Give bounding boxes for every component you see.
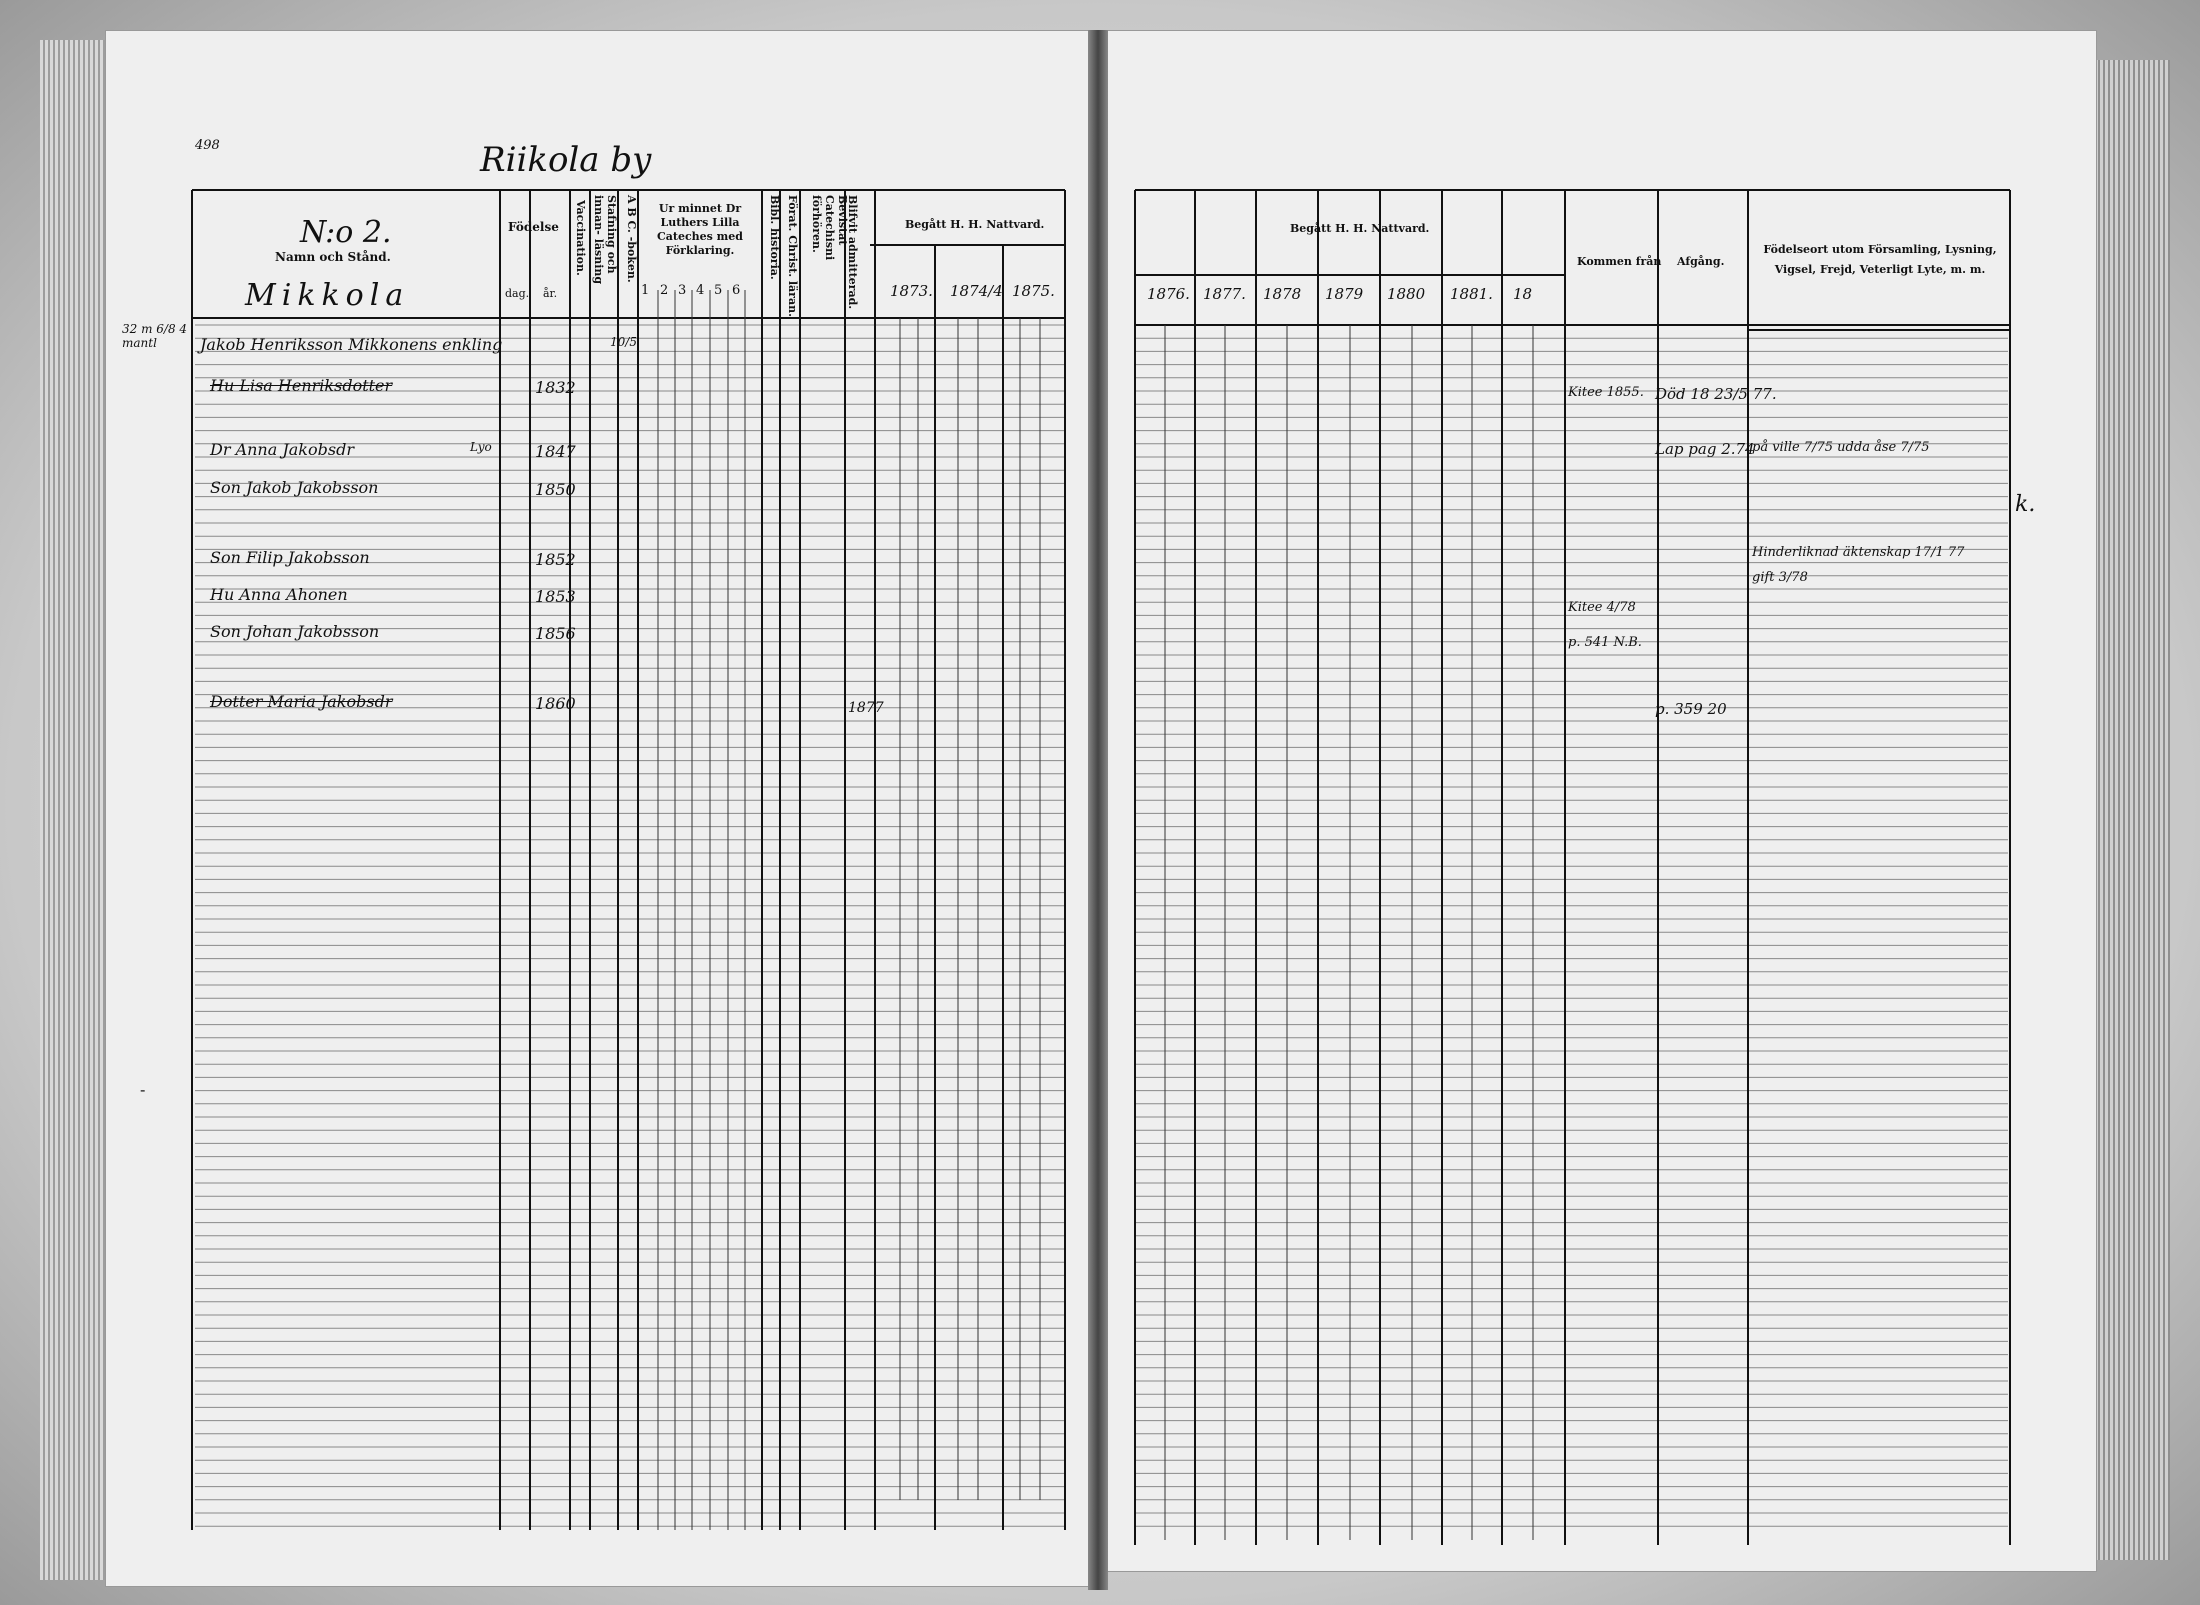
name-header: Namn och Stånd.	[275, 250, 391, 264]
abc-header: A B C. -boken.	[625, 195, 638, 283]
person-name: Dotter Maria Jakobsdr	[210, 692, 393, 711]
kommen-fran-entry: p. 541 N.B.	[1568, 635, 1642, 650]
person-name: Son Johan Jakobsson	[210, 622, 380, 641]
admitted-1877: 1877	[848, 700, 884, 716]
right-year-header: 1876.	[1147, 285, 1190, 303]
catechism-col-5: 5	[714, 283, 723, 298]
farm-name: Mikkola	[245, 278, 410, 313]
person-name: Son Jakob Jakobsson	[210, 478, 379, 497]
ar-header: år.	[543, 287, 558, 300]
remark-entry: Hinderliknad äktenskap 17/1 77	[1752, 545, 1965, 560]
nattvard-header-right: Begått H. H. Nattvard.	[1290, 222, 1430, 235]
kommen-fran-header: Kommen från	[1577, 255, 1662, 268]
person-note: Lyo	[470, 440, 492, 454]
village-title: Riikola by	[480, 140, 652, 180]
person-name: Hu Anna Ahonen	[210, 585, 348, 604]
side-mark: -	[140, 1080, 146, 1099]
catechism-col-6: 6	[732, 283, 741, 298]
vaccination-header: Vaccination.	[574, 200, 587, 276]
kommen-fran-entry: Kitee 1855.	[1568, 385, 1644, 400]
nattvard-header-left: Begått H. H. Nattvard.	[905, 218, 1045, 231]
afgang-header: Afgång.	[1677, 255, 1725, 268]
birth-year: 1847	[535, 442, 576, 461]
fodelseort-header: Födelseort utom Församling, Lysning, Vigsel, Frejd, Veterligt Lyte, m. m.	[1763, 243, 1997, 276]
right-year-header: 1878	[1263, 285, 1302, 303]
catechism-col-1: 1	[641, 283, 650, 298]
afgang-entry: Lap pag 2.74	[1655, 440, 1755, 458]
right-year-header: 1879	[1325, 285, 1364, 303]
catechism-col-2: 2	[660, 283, 669, 298]
catechism-col-4: 4	[696, 283, 705, 298]
person-name: Jakob Henriksson Mikkonens enkling	[200, 335, 503, 354]
person-note: 10/5	[610, 335, 637, 349]
year-1873: 1873.	[890, 282, 933, 300]
right-year-header: 18	[1513, 285, 1533, 303]
margin-note: 32 m 6/8 4 mantl	[122, 322, 188, 350]
year-1875: 1875.	[1012, 282, 1055, 300]
catechism-col-3: 3	[678, 283, 687, 298]
page-number: 498	[195, 138, 220, 153]
number-label: N:o 2.	[300, 215, 392, 250]
right-year-header: 1877.	[1203, 285, 1246, 303]
stavning-header: Stafning och innan- läsning	[592, 195, 618, 285]
person-name: Hu Lisa Henriksdotter	[210, 376, 393, 395]
person-name: Son Filip Jakobsson	[210, 548, 370, 567]
birth-year: 1860	[535, 694, 576, 713]
edge-mark: k.	[2015, 492, 2036, 517]
catechism-header: Ur minnet Dr Luthers Lilla Cateches med Förklaring.	[656, 202, 743, 257]
birth-year: 1850	[535, 480, 576, 499]
right-year-header: 1881.	[1450, 285, 1493, 303]
birth-year: 1852	[535, 550, 576, 569]
blifvit-header: Blifvit admitterad.	[846, 195, 859, 310]
person-name: Dr Anna Jakobsdr	[210, 440, 354, 459]
kommen-fran-entry: Kitee 4/78	[1568, 600, 1636, 615]
dag-header: dag.	[505, 287, 530, 300]
afgang-entry: p. 359 20	[1655, 700, 1727, 718]
bibl-historia-header: Bibl. historia.	[768, 195, 781, 280]
remark-entry: gift 3/78	[1752, 570, 1808, 585]
remark-entry: på ville 7/75 udda åse 7/75	[1752, 440, 1930, 455]
fodelse-header: Födelse	[508, 220, 559, 234]
year-1874: 1874/4	[950, 282, 1003, 300]
bevistat-header: Bevistat Catechisni förhören.	[810, 195, 849, 261]
birth-year: 1853	[535, 587, 576, 606]
right-year-header: 1880	[1387, 285, 1426, 303]
afgang-entry: Död 18 23/5 77.	[1655, 385, 1777, 403]
forst-christ-header: Förat. Christ. läran.	[786, 195, 799, 317]
birth-year: 1856	[535, 624, 576, 643]
birth-year: 1832	[535, 378, 576, 397]
